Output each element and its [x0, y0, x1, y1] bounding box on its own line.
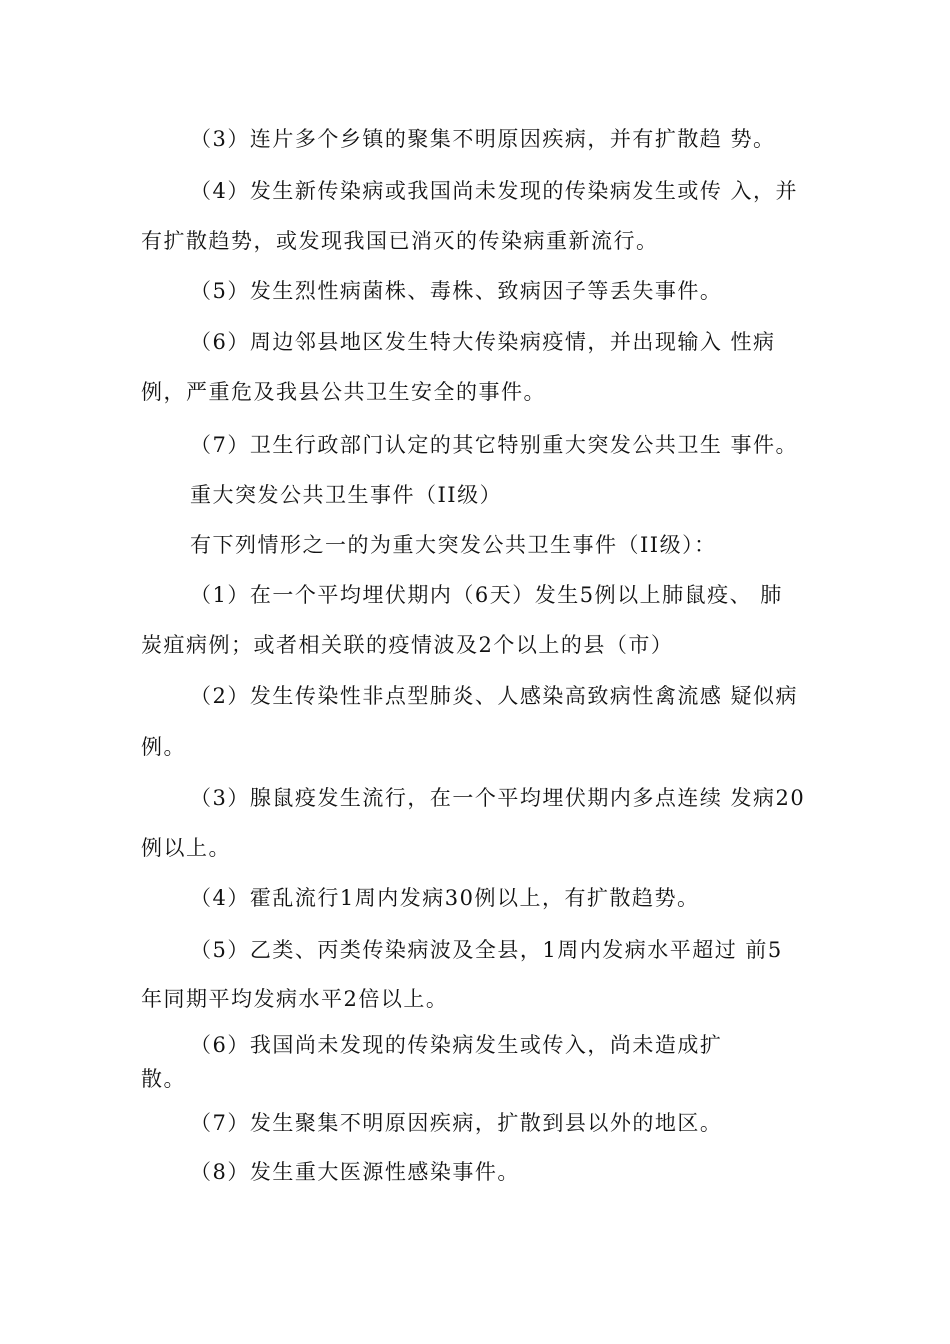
text-line: （6）我国尚未发现的传染病发生或传入，尚未造成扩 [190, 1033, 723, 1057]
text-line: 有扩散趋势，或发现我国已消灭的传染病重新流行。 [141, 229, 659, 253]
text-line: （6）周边邻县地区发生特大传染病疫情，并出现输入 性病 [190, 330, 776, 354]
text-line: （4）霍乱流行1周内发病30例以上，有扩散趋势。 [190, 886, 700, 910]
text-line: 有下列情形之一的为重大突发公共卫生事件（II级）： [190, 533, 717, 557]
text-line: （7）卫生行政部门认定的其它特别重大突发公共卫生 事件。 [190, 433, 799, 457]
text-line: （3）腺鼠疫发生流行，在一个平均埋伏期内多点连续 发病20 [190, 786, 806, 810]
text-line: （4）发生新传染病或我国尚未发现的传染病发生或传 入，并 [190, 179, 799, 203]
text-line: （8）发生重大医源性感染事件。 [190, 1160, 520, 1184]
text-line: 例，严重危及我县公共卫生安全的事件。 [141, 380, 546, 404]
text-line: （7）发生聚集不明原因疾病，扩散到县以外的地区。 [190, 1111, 723, 1135]
text-line: （3）连片多个乡镇的聚集不明原因疾病，并有扩散趋 势。 [190, 127, 776, 151]
section-heading: 重大突发公共卫生事件（II级） [190, 483, 503, 507]
text-line: 炭疽病例；或者相关联的疫情波及2个以上的县（市） [141, 633, 674, 657]
text-line: （5）乙类、丙类传染病波及全县，1周内发病水平超过 前5 [190, 938, 783, 962]
text-line: （5）发生烈性病菌株、毒株、致病因子等丢失事件。 [190, 279, 723, 303]
text-line: 例。 [141, 735, 186, 759]
text-line: （1）在一个平均埋伏期内（6天）发生5例以上肺鼠疫、 肺 [190, 583, 783, 607]
text-line: （2）发生传染性非点型肺炎、人感染高致病性禽流感 疑似病 [190, 684, 799, 708]
text-line: 散。 [141, 1067, 186, 1091]
text-line: 年同期平均发病水平2倍以上。 [141, 987, 449, 1011]
text-line: 例以上。 [141, 836, 231, 860]
